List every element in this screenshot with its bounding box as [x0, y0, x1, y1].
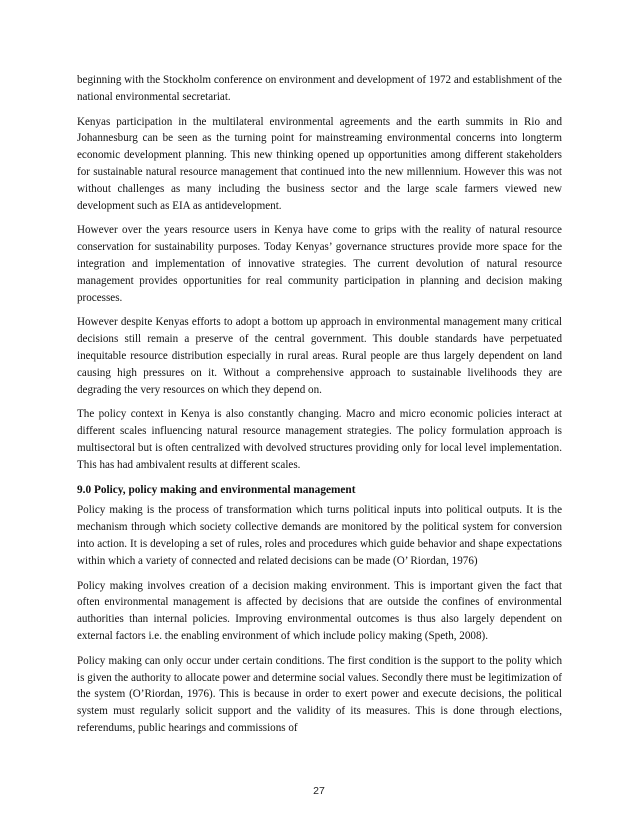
paragraph: Kenyas participation in the multilateral environmental agreements and the earth summits in Rio and Johannesburg can be seen as the turning point for mainstreaming environmental concerns into longterm economic development planning. This new thinking opened up opportunities among different stakeholders for sustainable natural resource management that continued into the new millennium. However this was not without challenges as many including the business sector and the large scale farmers viewed new development such as EIA as antidevelopment. [77, 115, 562, 212]
paragraph: However over the years resource users in Kenya have come to grips with the reality of natural resource conservation for sustainability purposes. Today Kenyas’ governance structures provide more space for the integration and implementation of innovative strategies. The current devolution of natural resource management provides opportunities for real community participation in planning and decision making processes. [77, 224, 562, 304]
paragraph: Policy making involves creation of a decision making environment. This is important given the fact that often environmental management is affected by decisions that are outside the confines of environmental authorities than internal policies. Improving environmental outcomes is thus also largely dependent on external factors i.e. the enabling environment of which include policy making (Speth, 2008). [77, 579, 562, 642]
paragraph: Policy making can only occur under certain conditions. The first condition is the support to the polity which is given the authority to allocate power and determine social values. Secondly there must be legitimization of the system (O’Riordan, 1976). This is because in order to exert power and execute decisions, the political system must regularly solicit support and the validity of its measures. This is done through elections, referendums, public hearings and commissions of [77, 654, 562, 734]
page-number: 27 [313, 785, 325, 797]
page-body [77, 72, 562, 745]
paragraph: However despite Kenyas efforts to adopt a bottom up approach in environmental management many critical decisions still remain a preserve of the central government. This double standards have perpetuated inequitable resource distribution especially in rural areas. Rural people are thus largely dependent on land causing high pressures on it. Without a comprehensive approach to sustainable livelihoods they are degrading the very resources on which they depend on. [77, 316, 562, 396]
paragraph: beginning with the Stockholm conference on environment and development of 1972 and establishment of the national environmental secretariat. [77, 74, 562, 103]
paragraph: The policy context in Kenya is also constantly changing. Macro and micro economic policies interact at different scales influencing natural resource management strategies. The policy formulation approach is multisectoral but is often centralized with devolved structures providing only for local level implementation. This has had ambivalent results at different scales. [77, 408, 562, 471]
section-heading: 9.0 Policy, policy making and environmental management [77, 483, 356, 496]
paragraph: Policy making is the process of transformation which turns political inputs into political outputs. It is the mechanism through which society collective demands are monitored by the political system for conversion into action. It is developing a set of rules, roles and procedures which guide behavior and shape expectations within which a variety of connected and related decisions can be made (O’ Riordan, 1976) [77, 504, 562, 567]
